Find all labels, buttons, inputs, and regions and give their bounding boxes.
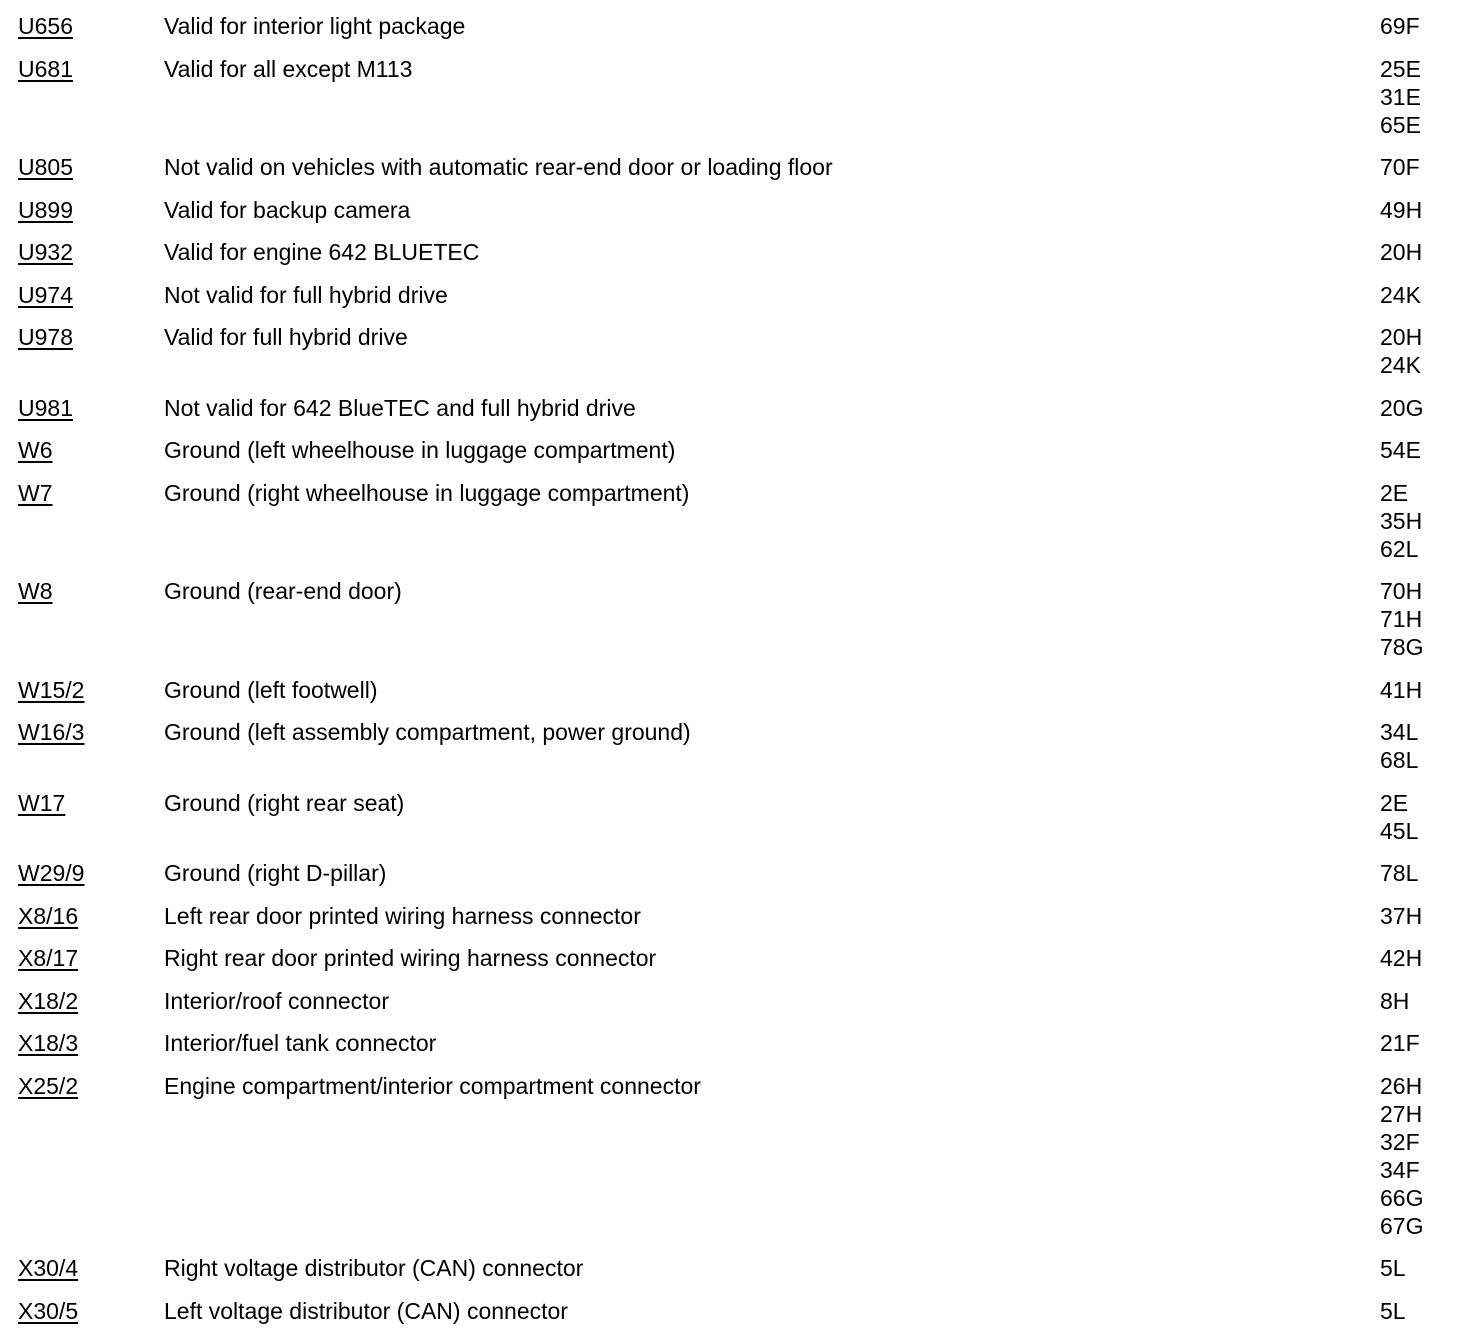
grid-reference: 37H (1380, 902, 1423, 929)
table-row (0, 141, 1472, 184)
component-code-link[interactable]: U899 (18, 196, 73, 223)
component-description: Interior/roof connector (164, 987, 390, 1014)
component-code-link[interactable]: U656 (18, 13, 73, 39)
component-code-link[interactable]: U974 (18, 281, 73, 308)
grid-reference-list (1380, 12, 1460, 40)
grid-reference-list (1380, 281, 1460, 309)
component-code-link[interactable]: U981 (18, 394, 73, 421)
component-code-link[interactable]: X30/5 (18, 1297, 79, 1324)
grid-reference: 62L (1380, 535, 1419, 562)
grid-reference: 20G (1380, 394, 1424, 421)
component-code-link[interactable]: W15/2 (18, 676, 85, 703)
component-description: Ground (left assembly compartment, power ground) (164, 719, 691, 745)
grid-reference-list (1380, 987, 1460, 1015)
grid-reference: 20H (1380, 239, 1423, 265)
grid-reference: 78L (1380, 860, 1419, 886)
grid-reference-list (1380, 577, 1460, 661)
grid-reference: 5L (1380, 1255, 1406, 1281)
table-row (0, 1017, 1472, 1060)
component-code-link[interactable]: W7 (18, 479, 53, 506)
component-description: Not valid for 642 BlueTEC and full hybrid drive (164, 394, 636, 421)
grid-reference-list (1380, 902, 1460, 930)
table-row (0, 777, 1472, 848)
table-row (0, 467, 1472, 566)
grid-reference: 45L (1380, 817, 1419, 844)
grid-reference: 24K (1380, 281, 1421, 308)
grid-reference: 54E (1380, 437, 1421, 463)
grid-reference: 34L (1380, 719, 1419, 745)
component-description: Valid for interior light package (164, 13, 466, 39)
grid-reference: 70H (1380, 578, 1423, 604)
grid-reference-list (1380, 1072, 1460, 1240)
grid-reference: 78G (1380, 634, 1424, 660)
grid-reference: 24K (1380, 352, 1421, 378)
grid-reference-list (1380, 789, 1460, 845)
table-row (0, 311, 1472, 382)
table-row (0, 43, 1472, 142)
component-code-link[interactable]: X30/4 (18, 1255, 79, 1281)
table-row (0, 1285, 1472, 1328)
grid-reference-list (1380, 1254, 1460, 1282)
component-code-link[interactable]: W6 (18, 437, 53, 463)
table-row (0, 424, 1472, 467)
table-row (0, 932, 1472, 975)
component-code-link[interactable]: W8 (18, 578, 53, 604)
component-description: Valid for engine 642 BLUETEC (164, 239, 480, 265)
grid-reference: 70F (1380, 154, 1420, 180)
component-code-link[interactable]: W17 (18, 789, 66, 816)
grid-reference: 2E (1380, 789, 1409, 816)
component-description: Right rear door printed wiring harness connector (164, 945, 657, 971)
grid-reference: 66G (1380, 1184, 1424, 1211)
grid-reference-list (1380, 238, 1460, 266)
component-description: Left voltage distributor (CAN) connector (164, 1297, 568, 1324)
grid-reference: 34F (1380, 1156, 1420, 1183)
table-row (0, 706, 1472, 777)
grid-reference-list (1380, 323, 1460, 379)
table-row (0, 226, 1472, 269)
table-row (0, 565, 1472, 664)
component-code-link[interactable]: W16/3 (18, 719, 85, 745)
table-row (0, 847, 1472, 890)
grid-reference: 68L (1380, 747, 1419, 773)
table-row (0, 975, 1472, 1018)
grid-reference: 42H (1380, 945, 1423, 971)
grid-reference: 49H (1380, 196, 1423, 223)
component-description: Engine compartment/interior compartment connector (164, 1072, 701, 1099)
component-description: Not valid on vehicles with automatic rear-end door or loading floor (164, 154, 833, 180)
grid-reference: 71H (1380, 606, 1423, 632)
grid-reference: 32F (1380, 1128, 1420, 1155)
component-description: Valid for full hybrid drive (164, 324, 408, 350)
grid-reference-list (1380, 153, 1460, 181)
component-description: Valid for all except M113 (164, 55, 413, 82)
grid-reference: 31E (1380, 83, 1421, 110)
component-code-link[interactable]: X25/2 (18, 1072, 79, 1099)
grid-reference-list (1380, 676, 1460, 704)
component-description: Ground (rear-end door) (164, 578, 402, 604)
component-code-link[interactable]: X18/2 (18, 987, 79, 1014)
component-code-link[interactable]: X8/17 (18, 945, 79, 971)
component-description: Ground (left wheelhouse in luggage compartment) (164, 437, 676, 463)
grid-reference-list (1380, 55, 1460, 139)
table-row (0, 382, 1472, 425)
grid-reference: 35H (1380, 507, 1423, 534)
component-code-link[interactable]: W29/9 (18, 860, 85, 886)
grid-reference: 8H (1380, 987, 1410, 1014)
component-description: Not valid for full hybrid drive (164, 281, 448, 308)
grid-reference: 65E (1380, 111, 1421, 138)
grid-reference-list (1380, 436, 1460, 464)
grid-reference: 41H (1380, 676, 1423, 703)
grid-reference: 25E (1380, 55, 1421, 82)
component-code-link[interactable]: U805 (18, 154, 73, 180)
grid-reference: 2E (1380, 479, 1409, 506)
table-row (0, 890, 1472, 933)
component-code-link[interactable]: X8/16 (18, 902, 79, 929)
table-row (0, 0, 1472, 43)
grid-reference-list (1380, 196, 1460, 224)
component-code-link[interactable]: U681 (18, 55, 73, 82)
component-description: Ground (right wheelhouse in luggage compartment) (164, 479, 690, 506)
grid-reference: 21F (1380, 1030, 1420, 1056)
grid-reference-list (1380, 1297, 1460, 1325)
grid-reference-list (1380, 1029, 1460, 1057)
grid-reference: 20H (1380, 324, 1423, 350)
component-code-link[interactable]: U932 (18, 239, 73, 265)
grid-reference: 5L (1380, 1297, 1406, 1324)
component-description: Interior/fuel tank connector (164, 1030, 437, 1056)
component-code-link[interactable]: U978 (18, 324, 73, 350)
grid-reference-list (1380, 859, 1460, 887)
component-description: Right voltage distributor (CAN) connector (164, 1255, 584, 1281)
table-row (0, 1242, 1472, 1285)
grid-reference: 26H (1380, 1072, 1423, 1099)
table-row (0, 269, 1472, 312)
component-description: Valid for backup camera (164, 196, 411, 223)
component-description: Ground (right D-pillar) (164, 860, 387, 886)
component-description: Ground (right rear seat) (164, 789, 405, 816)
grid-reference: 69F (1380, 13, 1420, 39)
component-code-link[interactable]: X18/3 (18, 1030, 79, 1056)
table-row (0, 1060, 1472, 1243)
table-row (0, 664, 1472, 707)
grid-reference: 27H (1380, 1100, 1423, 1127)
component-description: Left rear door printed wiring harness connector (164, 902, 641, 929)
grid-reference-list (1380, 479, 1460, 563)
component-description: Ground (left footwell) (164, 676, 378, 703)
grid-reference-list (1380, 944, 1460, 972)
grid-reference: 67G (1380, 1212, 1424, 1239)
table-row (0, 184, 1472, 227)
grid-reference-list (1380, 394, 1460, 422)
grid-reference-list (1380, 718, 1460, 774)
